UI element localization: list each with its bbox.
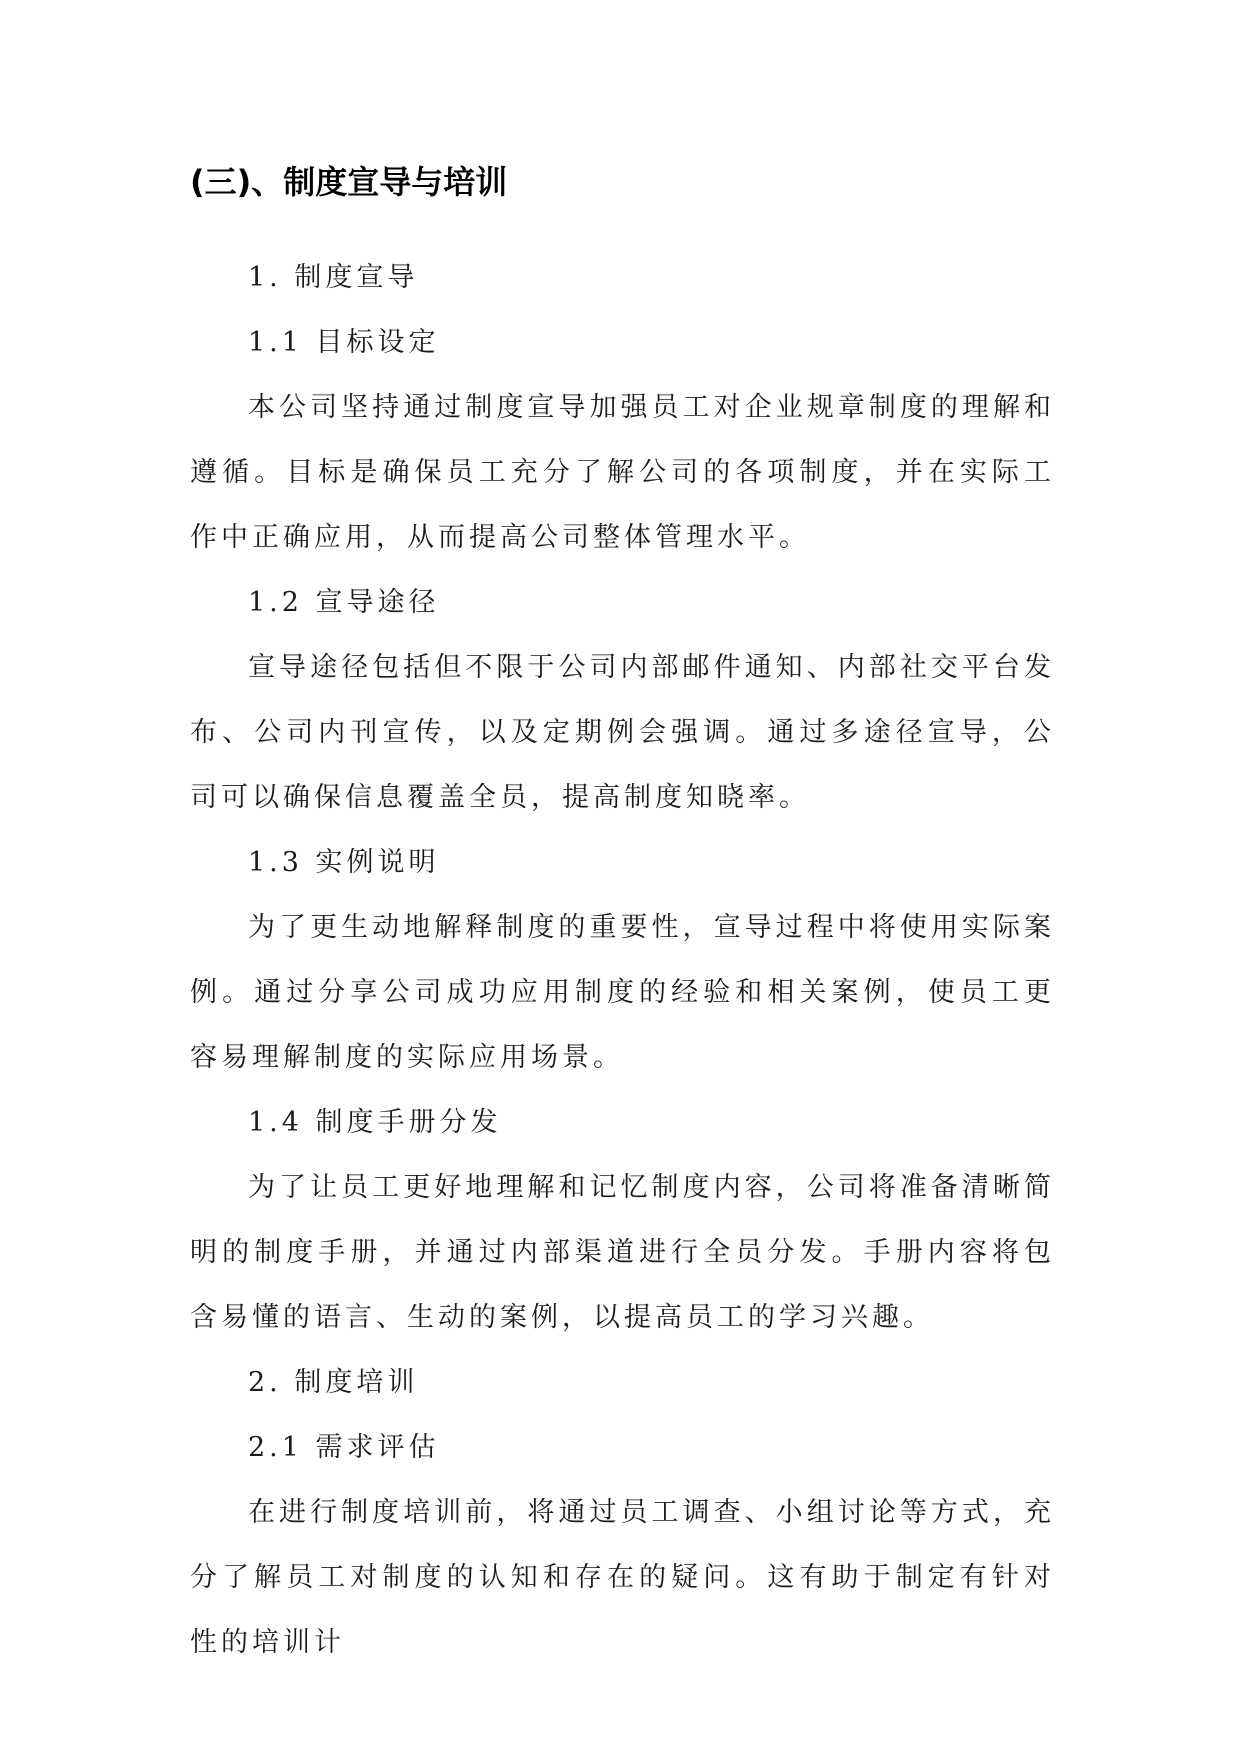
paragraph: 为了更生动地解释制度的重要性，宣导过程中将使用实际案例。通过分享公司成功应用制度的经验和相关案例，使员工更容易理解制度的实际应用场景。 — [190, 912, 1055, 1073]
subsection-heading: 1.3 实例说明 — [248, 847, 440, 878]
subsection-heading: 2.1 需求评估 — [248, 1432, 440, 1463]
subsection-heading: 1.2 宣导途径 — [248, 587, 440, 618]
subsection-heading: 1.4 制度手册分发 — [248, 1107, 502, 1138]
subsection-heading: 1. 制度宣导 — [248, 262, 419, 293]
section-heading: (三)、制度宣导与培训 — [190, 163, 508, 201]
paragraph: 为了让员工更好地理解和记忆制度内容，公司将准备清晰简明的制度手册，并通过内部渠道进行全员分发。手册内容将包含易懂的语言、生动的案例，以提高员工的学习兴趣。 — [190, 1172, 1055, 1333]
document-body — [190, 245, 1055, 1675]
paragraph: 在进行制度培训前，将通过员工调查、小组讨论等方式，充分了解员工对制度的认知和存在的疑问。这有助于制定有针对性的培训计 — [190, 1497, 1055, 1658]
subsection-heading: 2. 制度培训 — [248, 1367, 419, 1398]
paragraph: 本公司坚持通过制度宣导加强员工对企业规章制度的理解和遵循。目标是确保员工充分了解公司的各项制度，并在实际工作中正确应用，从而提高公司整体管理水平。 — [190, 392, 1055, 553]
paragraph: 宣导途径包括但不限于公司内部邮件通知、内部社交平台发布、公司内刊宣传，以及定期例会强调。通过多途径宣导，公司可以确保信息覆盖全员，提高制度知晓率。 — [190, 652, 1055, 813]
subsection-heading: 1.1 目标设定 — [248, 327, 440, 358]
